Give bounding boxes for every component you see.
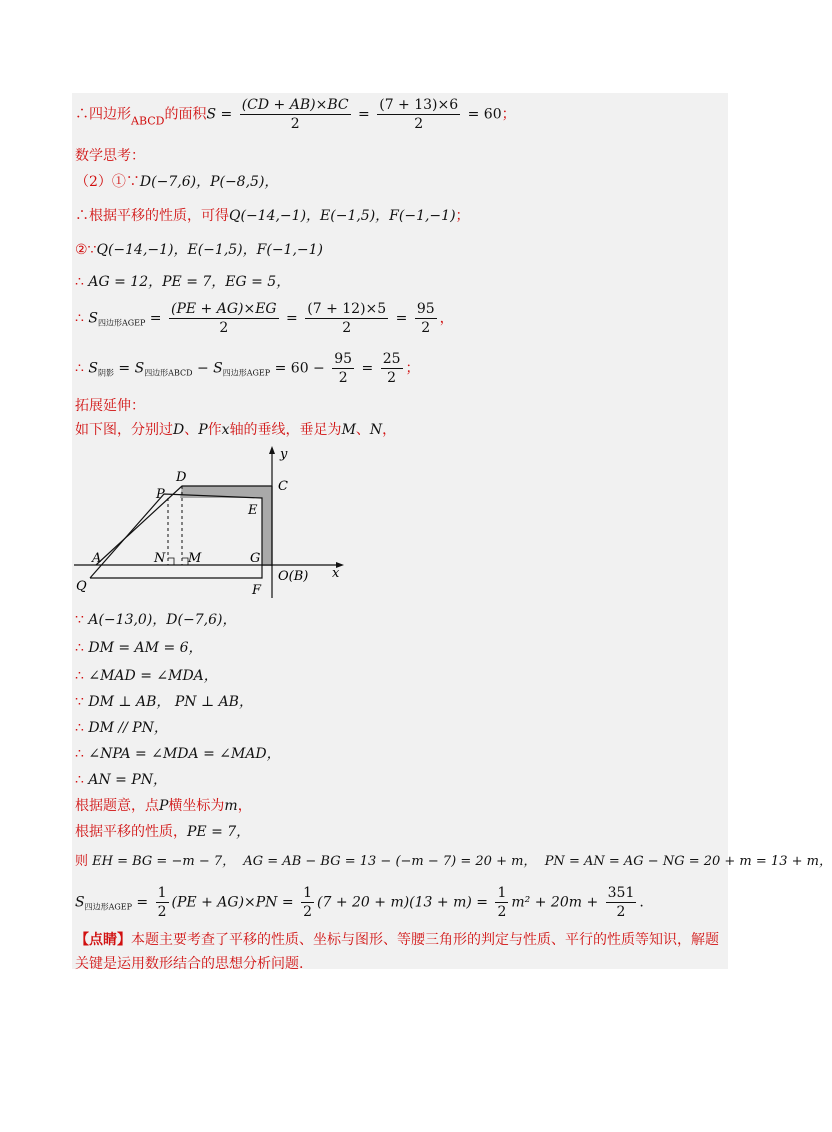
area-agep-line: ∴ $S_{四边形AGEP}$ = $\frac{(PE + AG)\times EG}{2}$ = $\frac{(7 + 12)\times 5}{2}$ = $\frac{95}{2}$ ，: [75, 301, 454, 336]
given-qef-line: ②∵Q(−14,−1)，E(−1,5)，F(−1,−1): [75, 242, 324, 258]
fraction: $\frac{1}{2}$: [157, 885, 167, 920]
parallel-line: ∴ DM // PN，: [75, 720, 168, 736]
label-c: C: [278, 479, 288, 494]
pe-length-line: 根据平移的性质，PE = 7，: [75, 824, 251, 840]
p-coordinate-line: 根据题意，点P横坐标为m，: [75, 798, 252, 814]
fraction: $\frac{(CD + AB)\times BC}{2}$: [241, 97, 349, 132]
angle-npa-line: ∴ ∠NPA = ∠MDA = ∠MAD，: [75, 746, 281, 762]
shaded-area-line: ∴ $S_{阴影} = S_{四边形ABCD} - S_{四边形AGEP} = 60$ − $\frac{95}{2}$ = $\frac{25}{2}$ ；: [75, 351, 420, 386]
comment-line-2: 关键是运用数形结合的思想分析问题.: [75, 956, 304, 972]
fraction: $\frac{1}{2}$: [497, 885, 507, 920]
label-a: A: [92, 551, 102, 566]
lengths-line: ∴ AG = 12，PE = 7，EG = 5，: [75, 274, 291, 290]
perpendicular-instruction: 如下图，分别过D、P作x轴的垂线，垂足为M、N，: [75, 422, 397, 438]
label-g: G: [250, 551, 261, 566]
label-e: E: [248, 503, 258, 518]
area-formula-line: $S_{四边形AGEP}$ = $\frac{1}{2}$ (PE + AG)×PN = $\frac{1}{2}$ (7 + 20 + m)(13 + m) = $\frac{1}{2}$ m² + 20m + $\frac{351}{2}$ .: [75, 885, 644, 920]
label-f: F: [252, 583, 262, 598]
area-abcd-line: ∴四边形$_{ABCD}$的面积S = $\frac{(CD + AB)\times BC}{2}$ = $\frac{(7 + 13)\times 6}{2}$ = 60；: [75, 97, 516, 132]
translation-result-line: ∴根据平移的性质，可得Q(−14,−1)，E(−1,5)，F(−1,−1)；: [75, 208, 470, 224]
perpendicular-line: ∵ DM ⊥ AB， PN ⊥ AB，: [75, 694, 253, 710]
label-d: D: [176, 470, 187, 485]
comment-tag: 【点睛】: [75, 932, 131, 948]
label-y: y: [280, 447, 288, 462]
label-m: M: [188, 551, 202, 566]
angle-mad-line: ∴ ∠MAD = ∠MDA，: [75, 668, 218, 684]
fraction: $\frac{(7 + 13)\times 6}{2}$: [379, 97, 459, 132]
label-o: O(B): [278, 569, 309, 584]
fraction: $\frac{95}{2}$: [334, 351, 353, 386]
given-a-d-line: ∵ A(−13,0)，D(−7,6)，: [75, 612, 237, 628]
fraction: $\frac{25}{2}$: [382, 351, 401, 386]
fraction: $\frac{(PE + AG)\times EG}{2}$: [170, 301, 277, 336]
label-p: P: [156, 487, 165, 502]
label-q: Q: [76, 579, 87, 594]
dm-am-line: ∴ DM = AM = 6，: [75, 640, 203, 656]
geometry-diagram: [72, 444, 362, 602]
label-n: N: [154, 551, 166, 566]
section-math-thinking: 数学思考：: [75, 148, 145, 164]
label-x: x: [332, 566, 340, 581]
fraction: $\frac{95}{2}$: [416, 301, 435, 336]
an-pn-line: ∴ AN = PN，: [75, 772, 168, 788]
lengths-expression-line: 则 EH = BG = −m − 7， AG = AB − BG = 13 − (−m − 7) = 20 + m， PN = AN = AG − NG = 20 + m = 13 + m，: [75, 854, 832, 869]
fraction: $\frac{(7 + 12)\times 5}{2}$: [307, 301, 387, 336]
fraction: $\frac{1}{2}$: [303, 885, 312, 920]
comment-line-1: 【点睛】本题主要考查了平移的性质、坐标与图形、等腰三角形的判定与性质、平行的性质等知识，解题: [75, 932, 719, 948]
section-extension: 拓展延伸：: [75, 398, 145, 414]
given-points-line: （2）①∵D(−7,6)，P(−8,5)，: [75, 174, 279, 190]
fraction: $\frac{351}{2}$: [607, 885, 635, 920]
